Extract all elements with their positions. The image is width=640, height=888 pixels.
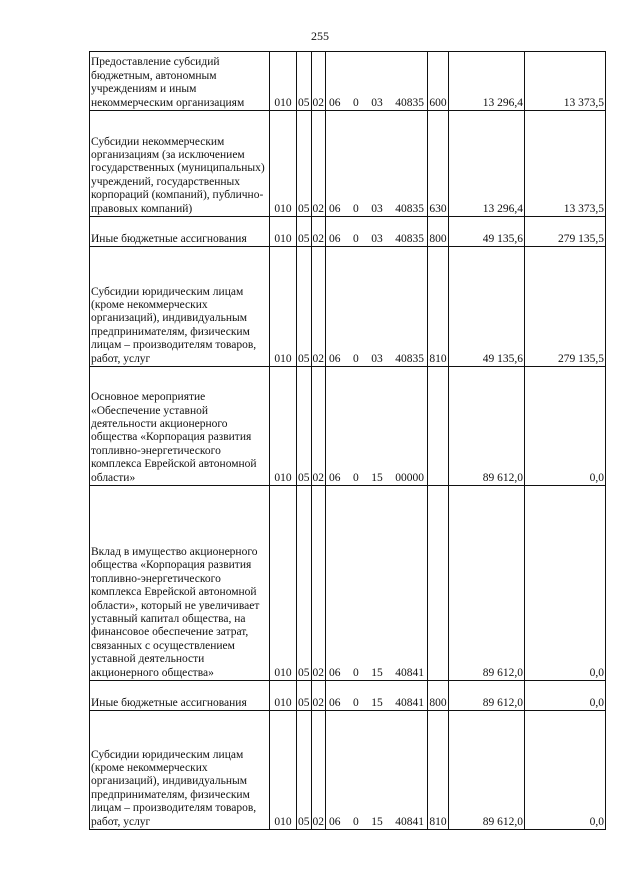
amount-1: 89 612,0 [449,486,525,681]
amount-2: 13 373,5 [525,52,606,111]
section-code: 05 [297,217,312,247]
subsection-code: 02 [311,52,326,111]
section-code: 05 [297,367,312,486]
amount-1: 89 612,0 [449,711,525,830]
amount-1: 49 135,6 [449,247,525,367]
amount-1: 49 135,6 [449,217,525,247]
ministry-code: 010 [270,217,297,247]
section-code: 05 [297,52,312,111]
row-name: Субсидии юридическим лицам (кроме некоммерческих организаций), индивидуальным предпринимателям, физическим лицам – производителям товаров, работ, услуг [90,711,270,830]
amount-1: 89 612,0 [449,367,525,486]
target-article-code: 06 0 03 40835 [326,217,428,247]
ministry-code: 010 [270,111,297,217]
expense-type-code: 630 [428,111,449,217]
amount-2: 279 135,5 [525,217,606,247]
table-row [90,247,606,367]
ministry-code: 010 [270,52,297,111]
row-name: Субсидии юридическим лицам (кроме некоммерческих организаций), индивидуальным предпринимателям, физическим лицам – производителям товаров, работ, услуг [90,247,270,367]
expense-type-code [428,367,449,486]
subsection-code: 02 [311,217,326,247]
subsection-code: 02 [311,486,326,681]
budget-table [89,51,606,830]
table-row [90,681,606,711]
expense-type-code: 800 [428,681,449,711]
ministry-code: 010 [270,711,297,830]
subsection-code: 02 [311,247,326,367]
amount-2: 0,0 [525,681,606,711]
table-row [90,486,606,681]
subsection-code: 02 [311,711,326,830]
section-code: 05 [297,111,312,217]
target-article-code: 06 0 15 40841 [326,681,428,711]
amount-2: 279 135,5 [525,247,606,367]
amount-2: 13 373,5 [525,111,606,217]
amount-1: 89 612,0 [449,681,525,711]
amount-2: 0,0 [525,367,606,486]
amount-2: 0,0 [525,711,606,830]
row-name: Субсидии некоммерческим организациям (за исключением государственных (муниципальных) учреждений, государственных корпораций (компаний), публично-правовых компаний) [90,111,270,217]
target-article-code: 06 0 15 00000 [326,367,428,486]
expense-type-code [428,486,449,681]
amount-1: 13 296,4 [449,111,525,217]
table-row [90,711,606,830]
row-name: Иные бюджетные ассигнования [90,217,270,247]
section-code: 05 [297,711,312,830]
ministry-code: 010 [270,681,297,711]
target-article-code: 06 0 15 40841 [326,486,428,681]
target-article-code: 06 0 03 40835 [326,247,428,367]
table-row [90,367,606,486]
ministry-code: 010 [270,247,297,367]
amount-1: 13 296,4 [449,52,525,111]
expense-type-code: 810 [428,711,449,830]
table-row [90,52,606,111]
expense-type-code: 810 [428,247,449,367]
target-article-code: 06 0 15 40841 [326,711,428,830]
subsection-code: 02 [311,111,326,217]
target-article-code: 06 0 03 40835 [326,111,428,217]
page-number: 255 [311,29,329,43]
row-name: Предоставление субсидий бюджетным, автономным учреждениям и иным некоммерческим организациям [90,52,270,111]
section-code: 05 [297,247,312,367]
subsection-code: 02 [311,681,326,711]
section-code: 05 [297,486,312,681]
expense-type-code: 800 [428,217,449,247]
row-name: Основное мероприятие «Обеспечение уставной деятельности акционерного общества «Корпорация развития топливно-энергетического комплекса Еврейской автономной области» [90,367,270,486]
ministry-code: 010 [270,367,297,486]
expense-type-code: 600 [428,52,449,111]
ministry-code: 010 [270,486,297,681]
section-code: 05 [297,681,312,711]
row-name: Вклад в имущество акционерного общества «Корпорация развития топливно-энергетического комплекса Еврейской автономной области», который не увеличивает уставный капитал общества, на финансовое обеспечение затрат, связанных с осуществлением уставной деятельности акционерного общества» [90,486,270,681]
target-article-code: 06 0 03 40835 [326,52,428,111]
row-name: Иные бюджетные ассигнования [90,681,270,711]
table-row [90,217,606,247]
subsection-code: 02 [311,367,326,486]
table-row [90,111,606,217]
amount-2: 0,0 [525,486,606,681]
